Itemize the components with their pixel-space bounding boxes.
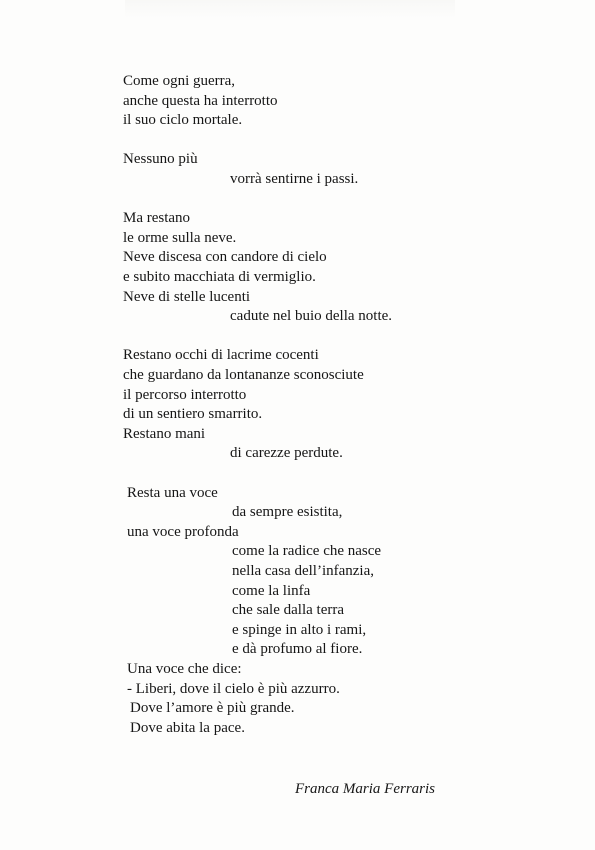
poem-line: Neve di stelle lucenti: [123, 288, 251, 305]
poem-line: anche questa ha interrotto: [123, 92, 278, 109]
poem-line: Restano mani: [123, 425, 206, 442]
poem-line: Resta una voce: [127, 484, 218, 501]
poem-line: come la linfa: [232, 582, 311, 599]
poem-line: e spinge in alto i rami,: [232, 621, 367, 638]
author-signature: Franca Maria Ferraris: [295, 781, 435, 797]
poem-line: e dà profumo al fiore.: [232, 641, 363, 658]
poem-line: vorrà sentirne i passi.: [230, 171, 359, 187]
poem-line: Dove l’amore è più grande.: [130, 700, 295, 717]
poem-line: Una voce che dice:: [127, 661, 242, 677]
poem-line: Dove abita la pace.: [130, 719, 245, 736]
poem-line: di un sentiero smarrito.: [123, 406, 263, 423]
poem-line: cadute nel buio della notte.: [230, 308, 393, 325]
poem-line: che sale dalla terra: [232, 602, 345, 619]
poem-line: e subito macchiata di vermiglio.: [123, 269, 316, 285]
poem-line: Come ogni guerra,: [123, 73, 236, 89]
poem-line: - Liberi, dove il cielo è più azzurro.: [127, 680, 340, 697]
poem-line: nella casa dell’infanzia,: [232, 563, 375, 579]
poem-line: le orme sulla neve.: [123, 229, 237, 246]
poem-line: Nessuno più: [123, 151, 198, 168]
poem-line: Neve discesa con candore di cielo: [123, 249, 327, 266]
poem-line: il percorso interrotto: [123, 386, 247, 403]
poem-line: da sempre esistita,: [232, 504, 343, 521]
poem-line: che guardano da lontananze sconosciute: [123, 367, 364, 383]
poem-line: di carezze perdute.: [230, 445, 343, 462]
poem-line: Ma restano: [123, 210, 191, 227]
poem-line: Restano occhi di lacrime cocenti: [123, 347, 319, 364]
poem-line: una voce profonda: [127, 523, 239, 540]
poem-line: il suo ciclo mortale.: [123, 112, 243, 129]
poem-line: come la radice che nasce: [232, 543, 382, 560]
